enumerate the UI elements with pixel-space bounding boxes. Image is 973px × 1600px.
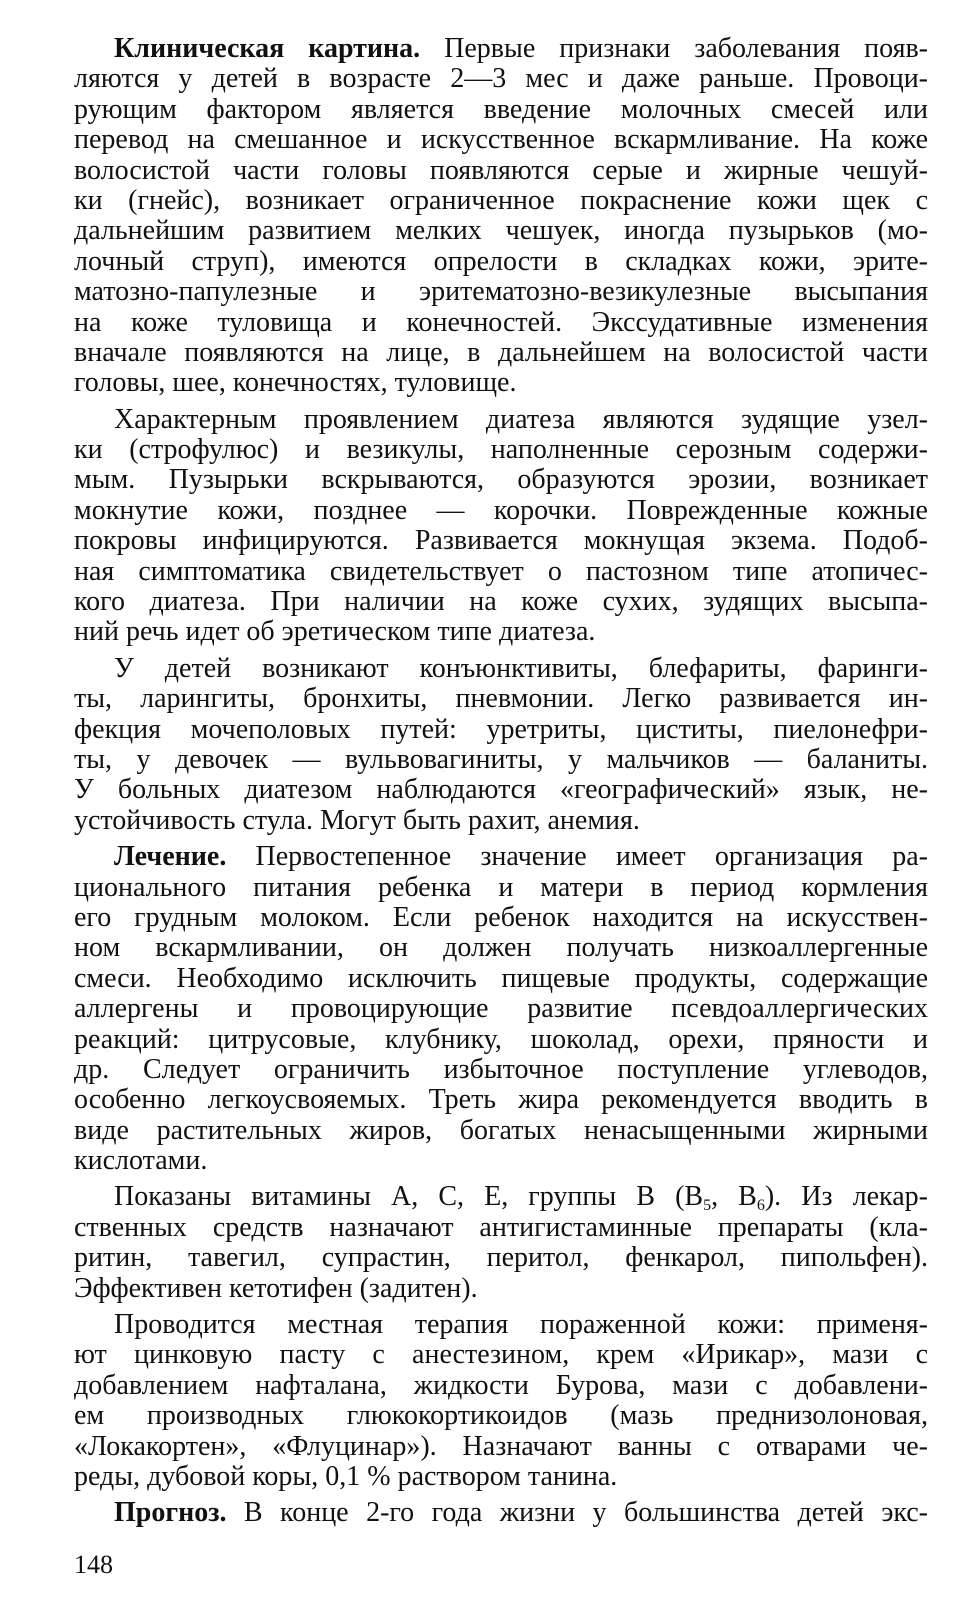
text-line	[74, 64, 928, 94]
text-segment: добавлением нафталана, жидкости Бурова, мази с добавлени-	[74, 1369, 928, 1401]
text-line	[74, 806, 928, 836]
text-segment: ки (строфулюс) и везикулы, наполненные серозным содержи-	[74, 434, 928, 466]
text-segment: ном вскармливании, он должен получать низкоаллергенные	[74, 932, 928, 964]
text-line	[74, 247, 928, 277]
text-segment: мым. Пузырьки вскрываются, образуются эрозии, возникает	[74, 464, 928, 496]
text-line	[74, 587, 928, 617]
text-segment: У больных диатезом наблюдаются «географический» язык, не-	[74, 774, 928, 806]
text-line	[74, 745, 928, 775]
text-segment: лочный струп), имеются опрелости в складках кожи, эрите-	[74, 245, 928, 277]
text-segment: ты, у девочек — вульвовагиниты, у мальчиков — баланиты.	[74, 743, 928, 775]
text-segment: ). Из лекар-	[764, 1181, 928, 1213]
text-segment: реакций: цитрусовые, клубнику, шоколад, орехи, пряности и	[74, 1023, 928, 1055]
text-segment: ственных средств назначают антигистаминные препараты (кла-	[74, 1211, 928, 1243]
paragraph-vitamins	[74, 1182, 928, 1304]
text-line	[74, 1401, 928, 1431]
paragraph-complications	[74, 654, 928, 836]
text-line	[74, 368, 928, 398]
text-segment: перевод на смешанное и искусственное вскармливание. На коже	[74, 124, 928, 156]
text-segment: фекция мочеполовых путей: уретриты, циститы, пиелонефри-	[74, 713, 928, 745]
page-body	[74, 34, 928, 1535]
text-segment: Эффективен кетотифен (задитен).	[74, 1272, 478, 1304]
paragraph-prognosis	[74, 1498, 928, 1528]
text-line	[74, 216, 928, 246]
text-segment: Первые признаки заболевания появ-	[420, 33, 929, 64]
text-segment: ют цинковую пасту с анестезином, крем «Ирикар», мази с	[74, 1339, 928, 1371]
text-segment: реды, дубовой коры, 0,1 % раствором танина.	[74, 1460, 618, 1492]
section-heading: Клиническая картина.	[114, 33, 421, 64]
text-segment: особенно легкоусвояемых. Треть жира рекомендуется вводить в	[74, 1084, 928, 1116]
text-line	[74, 186, 928, 216]
text-segment: Первостепенное значение имеет организация ра-	[226, 841, 928, 873]
subscript: 6	[756, 1197, 765, 1215]
text-segment: покровы инфицируются. Развивается мокнущая экзема. Подоб-	[74, 525, 928, 557]
text-segment: Характерным проявлением диатеза являются зудящие узел-	[114, 403, 928, 435]
text-segment: головы, шее, конечностях, туловище.	[74, 367, 517, 399]
text-segment: ционального питания ребенка и матери в период кормления	[74, 871, 928, 903]
text-line	[74, 405, 928, 435]
text-segment: смеси. Необходимо исключить пищевые продукты, содержащие	[74, 962, 928, 994]
text-line	[74, 617, 928, 647]
text-line	[74, 526, 928, 556]
paragraph-treatment	[74, 842, 928, 1176]
text-line	[74, 557, 928, 587]
text-line	[74, 1243, 928, 1273]
text-segment: У детей возникают конъюнктивиты, блефариты, фаринги-	[114, 652, 928, 684]
text-line	[74, 775, 928, 805]
text-line	[74, 1340, 928, 1370]
text-line	[74, 95, 928, 125]
text-segment: В конце 2-го года жизни у большинства детей экс-	[226, 1497, 928, 1529]
text-line	[74, 903, 928, 933]
text-line	[74, 1146, 928, 1176]
text-line	[74, 1371, 928, 1401]
text-line	[74, 1116, 928, 1146]
text-line	[74, 1432, 928, 1462]
text-container	[74, 34, 928, 1529]
section-heading: Прогноз.	[114, 1497, 227, 1529]
text-line	[74, 684, 928, 714]
text-line	[74, 842, 928, 872]
text-segment: «Локакортен», «Флуцинар»). Назначают ванны с отварами че-	[74, 1430, 928, 1462]
text-segment: кого диатеза. При наличии на коже сухих, зудящих высыпа-	[74, 586, 928, 618]
text-line	[74, 964, 928, 994]
text-segment: на коже туловища и конечностей. Экссудативные изменения	[74, 306, 928, 338]
text-line	[74, 1498, 928, 1528]
text-line	[74, 1310, 928, 1340]
text-segment: Показаны витамины А, С, Е, группы В (В	[114, 1181, 704, 1213]
text-line	[74, 156, 928, 186]
text-segment: ний речь идет об эретическом типе диатеза.	[74, 616, 596, 648]
page-number: 148	[74, 1550, 113, 1579]
text-segment: Проводится местная терапия пораженной кожи: применя-	[114, 1309, 928, 1341]
text-segment: мокнутие кожи, позднее — корочки. Поврежденные кожные	[74, 494, 928, 526]
text-segment: , В	[711, 1181, 757, 1213]
text-line	[74, 1213, 928, 1243]
text-line	[74, 435, 928, 465]
paragraph-clinical	[74, 34, 928, 399]
text-line	[74, 1055, 928, 1085]
text-segment: ем производных глюкокортикоидов (мазь преднизолоновая,	[74, 1400, 928, 1432]
text-segment: дальнейшим развитием мелких чешуек, иногда пузырьков (мо-	[74, 215, 928, 247]
text-segment: волосистой части головы появляются серые и жирные чешуй-	[74, 154, 928, 186]
text-segment: виде растительных жиров, богатых ненасыщенными жирными	[74, 1114, 928, 1146]
text-line	[74, 1025, 928, 1055]
section-heading: Лечение.	[114, 841, 227, 873]
text-line	[74, 1085, 928, 1115]
text-segment: вначале появляются на лице, в дальнейшем на волосистой части	[74, 336, 928, 368]
text-segment: рующим фактором является введение молочных смесей или	[74, 93, 928, 125]
text-segment: ты, ларингиты, бронхиты, пневмонии. Легко развивается ин-	[74, 683, 928, 715]
text-line	[74, 1462, 928, 1492]
text-line	[74, 654, 928, 684]
text-segment: ки (гнейс), возникает ограниченное покраснение кожи щек с	[74, 184, 928, 216]
text-line	[74, 496, 928, 526]
text-segment: аллергены и провоцирующие развитие псевдоаллергических	[74, 993, 928, 1025]
text-segment: устойчивость стула. Могут быть рахит, анемия.	[74, 804, 640, 836]
text-line	[74, 873, 928, 903]
text-line	[74, 277, 928, 307]
text-line	[74, 1181, 928, 1215]
text-line	[74, 308, 928, 338]
text-segment: кислотами.	[74, 1145, 208, 1177]
text-line	[74, 465, 928, 495]
text-segment: др. Следует ограничить избыточное поступление углеводов,	[74, 1053, 928, 1085]
text-line	[74, 994, 928, 1024]
text-line	[74, 34, 928, 64]
text-line	[74, 1274, 928, 1304]
text-segment: ная симптоматика свидетельствует о пастозном типе атопичес-	[74, 555, 928, 587]
subscript: 5	[703, 1197, 712, 1215]
text-segment: его грудным молоком. Если ребенок находится на искусствен-	[74, 901, 928, 933]
text-line	[74, 338, 928, 368]
text-segment: матозно-папулезные и эритематозно-везикулезные высыпания	[74, 276, 928, 308]
text-line	[74, 933, 928, 963]
text-segment: ритин, тавегил, супрастин, перитол, фенкарол, пипольфен).	[74, 1242, 928, 1274]
text-line	[74, 715, 928, 745]
text-line	[74, 125, 928, 155]
paragraph-local-therapy	[74, 1310, 928, 1492]
text-segment: ляются у детей в возрасте 2—3 мес и даже раньше. Провоци-	[74, 63, 928, 95]
paragraph-manifestation	[74, 405, 928, 648]
